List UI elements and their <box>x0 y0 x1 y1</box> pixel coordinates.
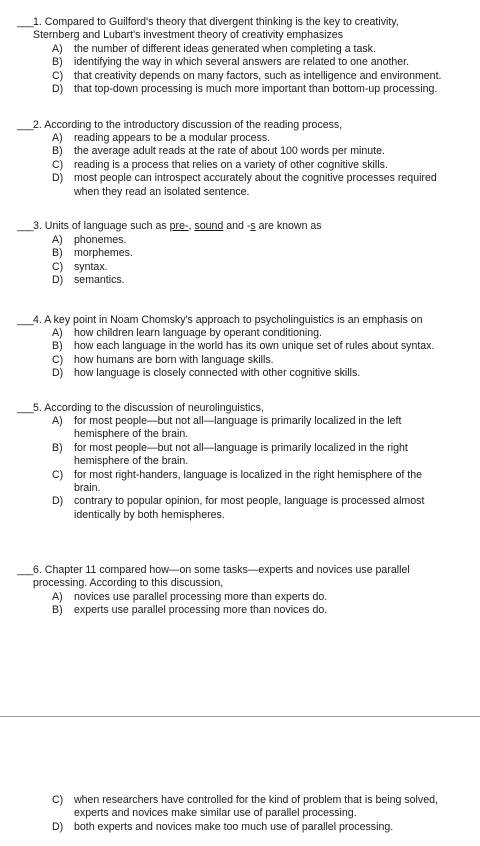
option-text: for most people—but not all—language is primarily localized in the right hemisphere of the brain. <box>74 441 408 468</box>
answer-blank: ___ <box>17 16 34 28</box>
question-stem <box>33 119 478 132</box>
question-stem <box>33 402 478 415</box>
option-text: reading appears to be a modular process. <box>74 132 271 144</box>
option-letter: C) <box>52 260 64 273</box>
option-c <box>52 794 478 821</box>
option-text: syntax. <box>74 260 108 273</box>
option-text: how humans are born with language skills. <box>74 353 274 366</box>
option-text: both experts and novices make too much use of parallel processing. <box>74 820 394 833</box>
option-text: that creativity depends on many factors, such as intelligence and environment. <box>74 69 442 82</box>
option-letter: B) <box>52 247 63 260</box>
option-text: how children learn language by operant conditioning. <box>74 327 322 339</box>
option-letter: A) <box>52 234 63 246</box>
option-a <box>52 132 478 145</box>
option-d <box>52 821 478 834</box>
option-text: morphemes. <box>74 247 133 260</box>
question-text: Units of language such as pre-, sound and -s are known as <box>44 220 322 232</box>
option-b <box>52 145 478 158</box>
option-text: novices use parallel processing more than experts do. <box>74 591 328 603</box>
options-list <box>52 591 478 618</box>
option-letter: C) <box>52 353 64 366</box>
option-b <box>52 340 478 353</box>
option-text: how each language in the world has its own unique set of rules about syntax. <box>74 340 435 353</box>
options-list <box>52 415 478 522</box>
answer-blank: ___ <box>17 564 34 576</box>
option-b <box>52 442 478 469</box>
option-letter: D) <box>52 820 64 833</box>
question-text: Chapter 11 compared how—on some tasks—experts and novices use parallel processing. According to this discussion, <box>33 564 410 590</box>
option-letter: B) <box>52 56 63 69</box>
option-letter: A) <box>52 132 63 144</box>
question-number: 6. <box>33 564 42 576</box>
question-number: 3. <box>33 220 42 232</box>
question-number: 4. <box>33 314 42 326</box>
option-letter: C) <box>52 158 64 171</box>
option-d <box>52 274 478 287</box>
option-d <box>52 495 478 522</box>
option-a <box>52 327 478 340</box>
option-text: for most right-handers, language is localized in the right hemisphere of the brain. <box>74 468 423 495</box>
option-letter: B) <box>52 604 63 617</box>
option-c <box>52 261 478 274</box>
option-letter: C) <box>52 794 64 806</box>
question-stem <box>33 564 478 591</box>
option-letter: C) <box>52 69 64 82</box>
options-list <box>52 327 478 381</box>
option-letter: B) <box>52 340 63 353</box>
option-letter: D) <box>52 495 64 508</box>
option-text: the average adult reads at the rate of about 100 words per minute. <box>74 145 385 158</box>
option-a <box>52 591 478 604</box>
option-c <box>52 159 478 172</box>
options-list <box>52 132 478 199</box>
options-list <box>52 234 478 288</box>
option-d <box>52 172 478 199</box>
option-letter: A) <box>52 43 63 55</box>
option-letter: A) <box>52 327 63 339</box>
option-letter: A) <box>52 415 63 427</box>
question-stem <box>33 314 478 327</box>
option-letter: C) <box>52 468 64 481</box>
answer-blank: ___ <box>17 119 34 131</box>
option-a <box>52 415 478 442</box>
option-d <box>52 367 478 380</box>
option-text: reading is a process that relies on a variety of other cognitive skills. <box>74 158 388 171</box>
option-text: phonemes. <box>74 234 127 246</box>
option-text: experts use parallel processing more than novices do. <box>74 604 328 617</box>
answer-blank: ___ <box>17 402 34 414</box>
option-text: that top-down processing is much more important than bottom-up processing. <box>74 83 438 96</box>
question-text: According to the discussion of neurolinguistics, <box>44 402 264 414</box>
option-letter: D) <box>52 367 64 380</box>
question-text: According to the introductory discussion of the reading process, <box>44 119 343 131</box>
option-b <box>52 56 478 69</box>
page-divider <box>0 716 480 717</box>
option-c <box>52 469 478 496</box>
options-list <box>52 794 478 834</box>
underlined-term: s <box>250 220 256 232</box>
underlined-term: sound <box>194 220 224 232</box>
option-letter: A) <box>52 591 63 603</box>
option-letter: B) <box>52 441 63 454</box>
option-c <box>52 354 478 367</box>
option-c <box>52 70 478 83</box>
option-text: how language is closely connected with other cognitive skills. <box>74 367 361 380</box>
option-a <box>52 234 478 247</box>
option-text: for most people—but not all—language is primarily localized in the left hemisphere of the brain. <box>74 415 402 441</box>
option-text: contrary to popular opinion, for most people, language is processed almost identically by both hemispheres. <box>74 495 425 521</box>
question-text: Compared to Guilford's theory that divergent thinking is the key to creativity, Sternberg and Lubart's investment theory of creativity emphasizes <box>33 16 399 42</box>
option-b <box>52 247 478 260</box>
question-text: A key point in Noam Chomsky's approach to psycholinguistics is an emphasis on <box>44 314 423 326</box>
question-number: 2. <box>33 119 42 131</box>
option-b <box>52 604 478 617</box>
question-stem <box>33 16 478 43</box>
answer-blank: ___ <box>17 314 34 326</box>
option-text: the number of different ideas generated when completing a task. <box>74 43 376 55</box>
option-letter: B) <box>52 145 63 158</box>
option-text: when researchers have controlled for the kind of problem that is being solved, experts and novices make similar use of parallel processing. <box>74 794 438 820</box>
options-list <box>52 43 478 97</box>
option-text: semantics. <box>74 274 125 287</box>
option-letter: D) <box>52 274 64 287</box>
answer-blank: ___ <box>17 220 34 232</box>
question-stem <box>33 220 478 233</box>
option-d <box>52 83 478 96</box>
option-letter: D) <box>52 83 64 96</box>
option-text: most people can introspect accurately about the cognitive processes required when they read an isolated sentence. <box>74 172 437 198</box>
question-number: 5. <box>33 402 42 414</box>
option-a <box>52 43 478 56</box>
underlined-term: pre- <box>169 220 189 232</box>
option-text: identifying the way in which several answers are related to one another. <box>74 56 410 69</box>
option-letter: D) <box>52 172 64 185</box>
question-number: 1. <box>33 16 42 28</box>
